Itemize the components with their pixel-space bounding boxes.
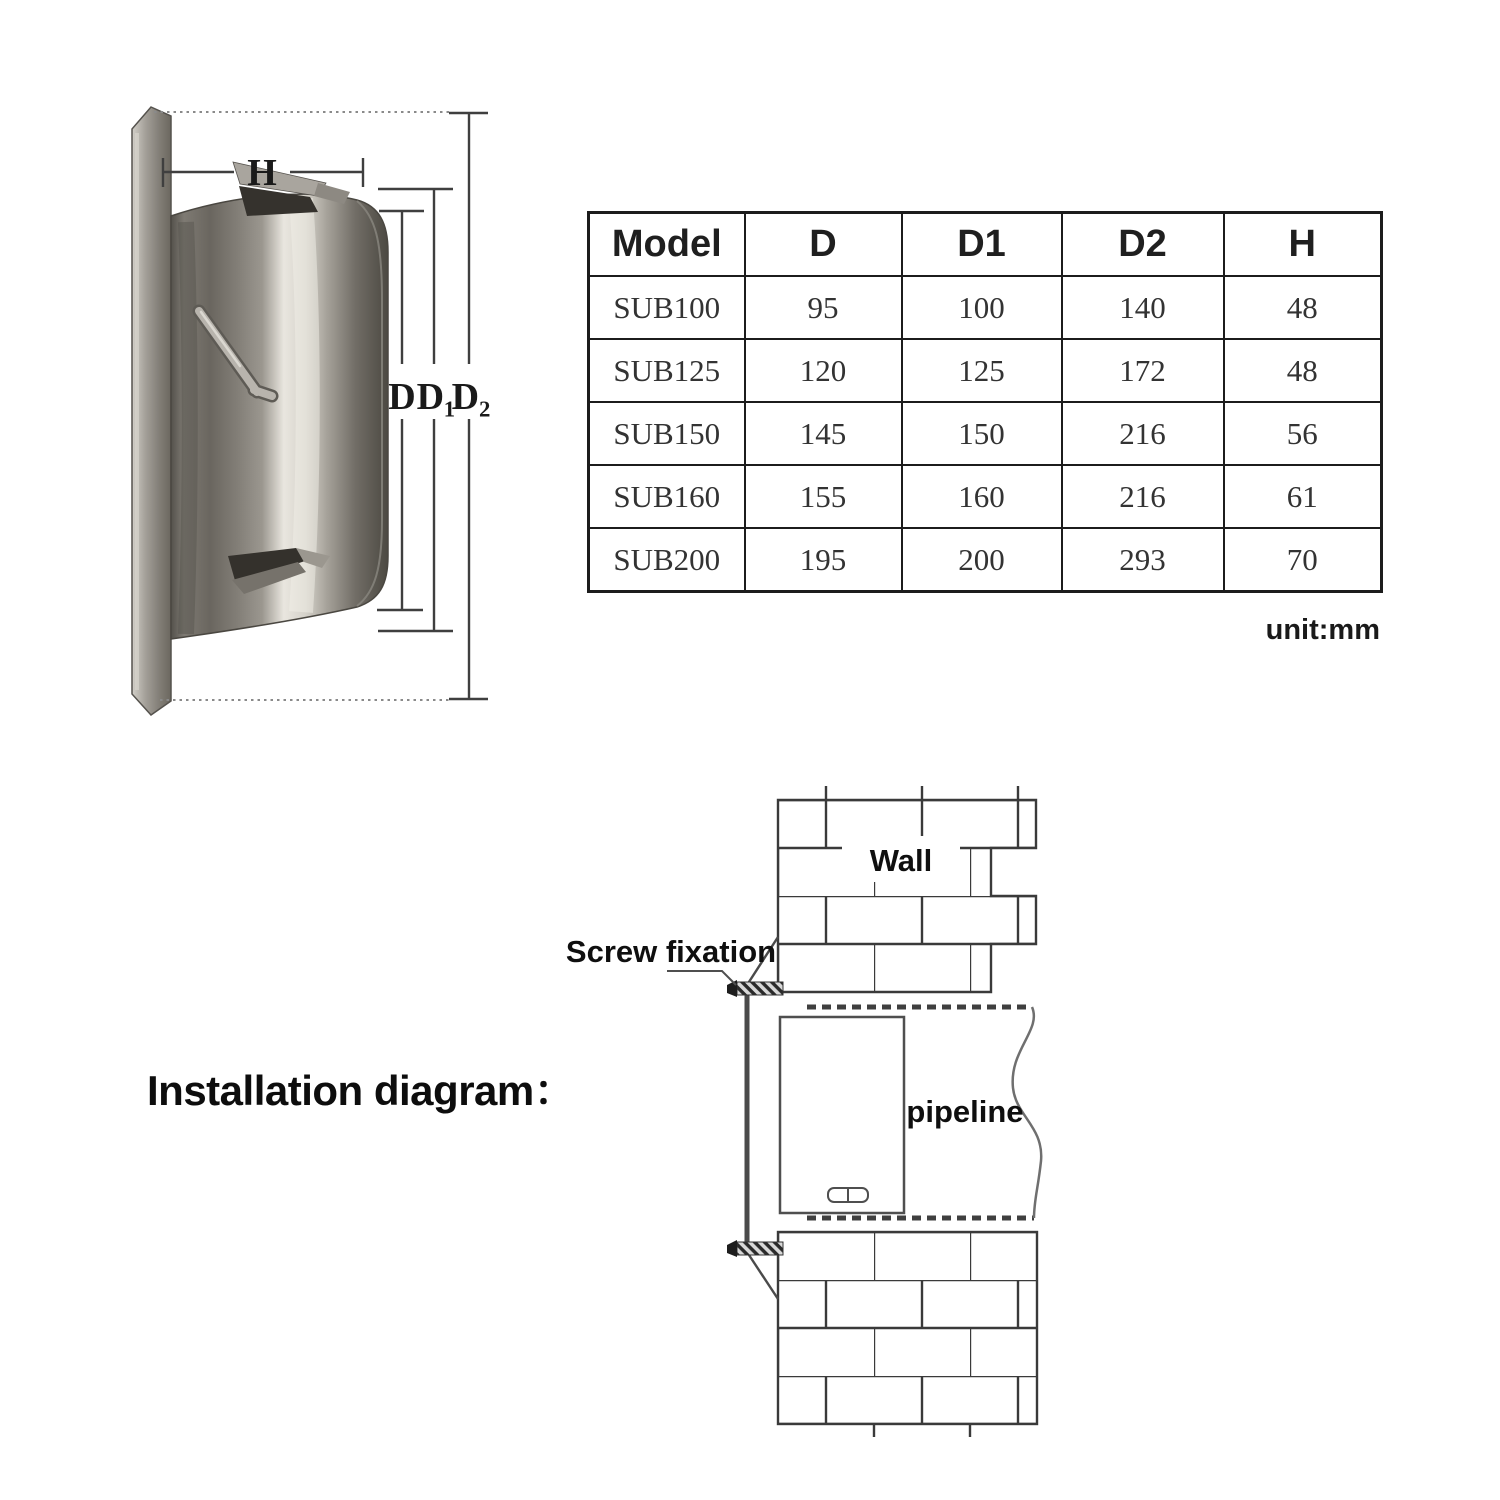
screw-bottom <box>727 1240 783 1257</box>
cell-d: 155 <box>745 465 902 528</box>
cell-d: 120 <box>745 339 902 402</box>
col-header-d: D <box>745 213 902 277</box>
screw-label-leader <box>667 971 736 985</box>
col-header-h: H <box>1224 213 1382 277</box>
spec-table <box>587 211 1383 593</box>
cell-model: SUB200 <box>589 528 745 592</box>
cell-h: 48 <box>1224 276 1382 339</box>
dim-label-d2: D₂ <box>451 376 491 418</box>
cell-d2: 216 <box>1062 465 1224 528</box>
brick-wall-bottom <box>778 1232 1037 1424</box>
cell-h: 56 <box>1224 402 1382 465</box>
cell-d1: 125 <box>902 339 1062 402</box>
cell-d: 145 <box>745 402 902 465</box>
col-header-d1: D1 <box>902 213 1062 277</box>
brick-wall-top <box>778 800 1036 992</box>
cell-d: 195 <box>745 528 902 592</box>
product-photo <box>132 107 388 715</box>
cell-model: SUB100 <box>589 276 745 339</box>
unit-note: unit:mm <box>1265 614 1380 646</box>
spec-row-sub125 <box>589 339 1382 402</box>
cell-model: SUB150 <box>589 402 745 465</box>
spec-row-sub200 <box>589 528 1382 592</box>
screw-head <box>727 1240 737 1257</box>
installation-diagram-title: Installation diagram： <box>147 1067 576 1114</box>
pipeline-label: pipeline <box>906 1094 1024 1129</box>
cell-d2: 293 <box>1062 528 1224 592</box>
spec-header-row <box>589 213 1382 277</box>
dim-label-d1: D₁ <box>416 376 456 418</box>
cell-h: 61 <box>1224 465 1382 528</box>
col-header-d2: D2 <box>1062 213 1224 277</box>
spec-row-sub160 <box>589 465 1382 528</box>
cell-model: SUB125 <box>589 339 745 402</box>
duct-clip-detail <box>828 1188 868 1202</box>
spec-row-sub100 <box>589 276 1382 339</box>
vent-duct-body <box>780 1017 904 1213</box>
dim-label-d: D <box>388 376 416 418</box>
drum-shadow-band <box>186 222 190 634</box>
cell-d2: 216 <box>1062 402 1224 465</box>
cell-d: 95 <box>745 276 902 339</box>
cell-d2: 172 <box>1062 339 1224 402</box>
cell-h: 70 <box>1224 528 1382 592</box>
spec-row-sub150 <box>589 402 1382 465</box>
cell-d2: 140 <box>1062 276 1224 339</box>
cell-d1: 100 <box>902 276 1062 339</box>
wall-label: Wall <box>869 843 933 878</box>
cell-d1: 150 <box>902 402 1062 465</box>
col-header-model: Model <box>589 213 745 277</box>
cell-d1: 200 <box>902 528 1062 592</box>
flange-bottom-lip <box>747 1252 778 1299</box>
brick-joint-ticks-bottom <box>874 1424 970 1437</box>
cell-h: 48 <box>1224 339 1382 402</box>
installation-diagram <box>566 786 1041 1437</box>
screw-head <box>727 980 737 997</box>
screw-top <box>727 980 783 997</box>
brick-joint-ticks-top <box>826 786 1018 800</box>
dim-label-h: H <box>247 152 277 194</box>
screw-fixation-label: Screw fixation <box>565 934 777 969</box>
cell-model: SUB160 <box>589 465 745 528</box>
cell-d1: 160 <box>902 465 1062 528</box>
